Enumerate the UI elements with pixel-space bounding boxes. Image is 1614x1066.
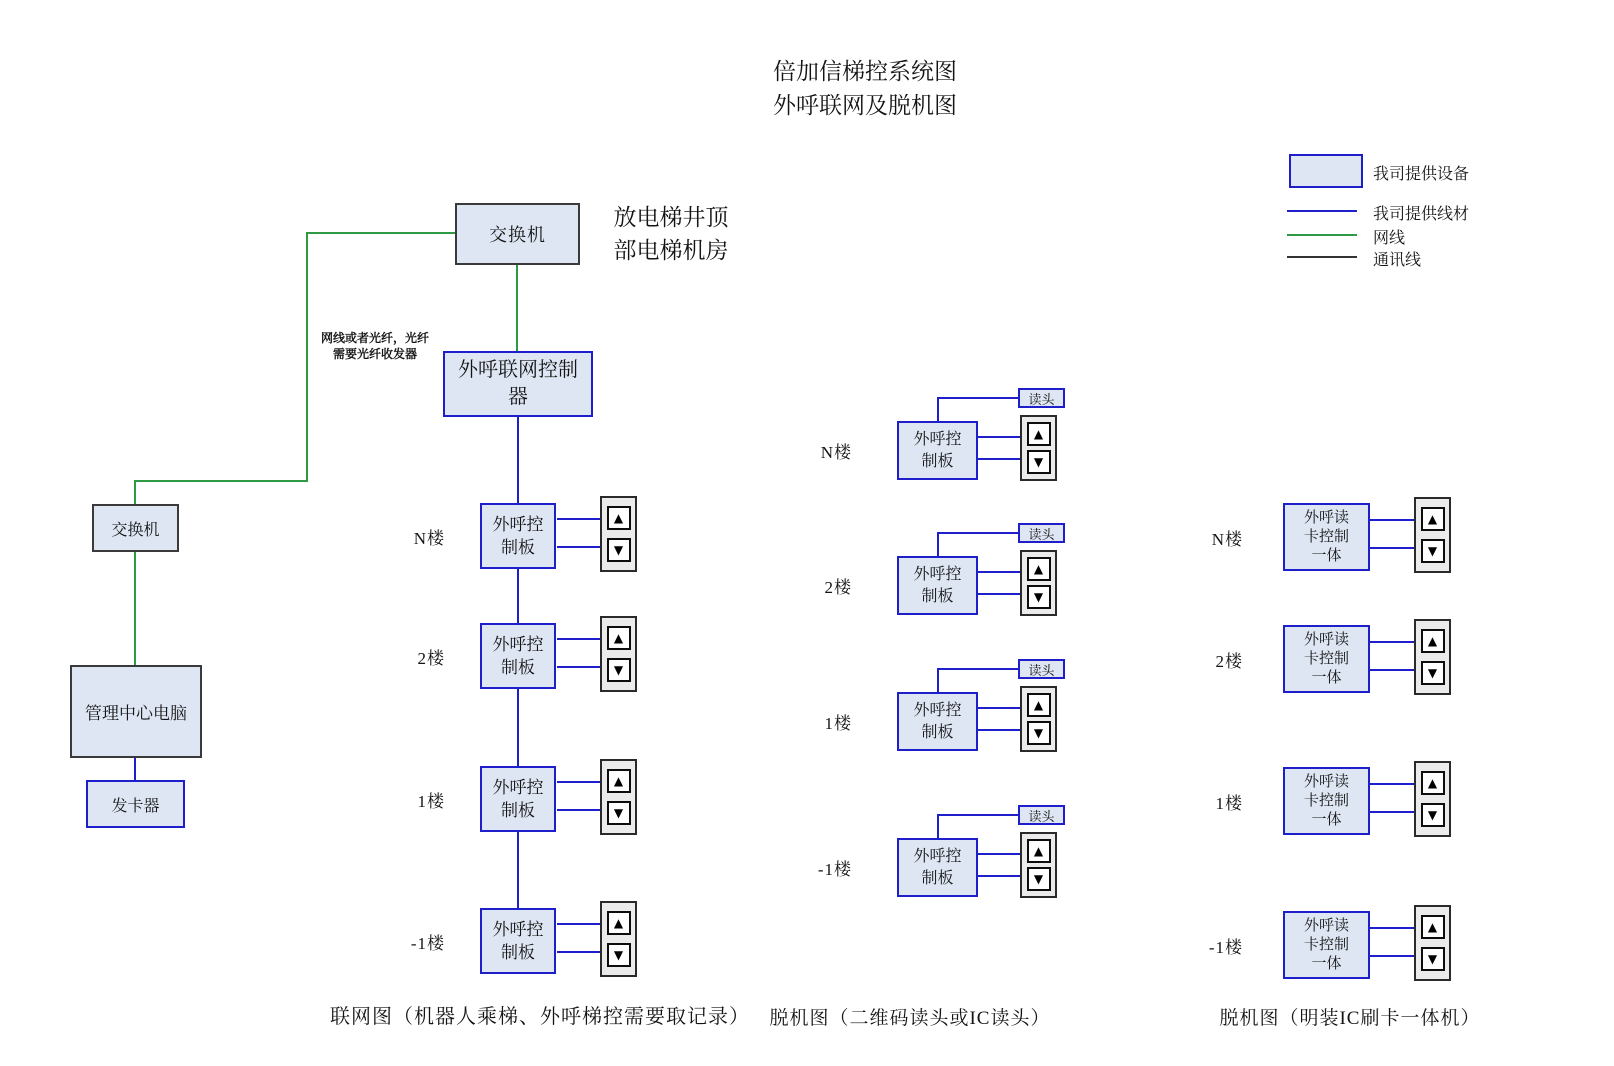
up-arrow-icon: ▲ (613, 511, 624, 525)
up-button (607, 911, 631, 935)
board-label-line1: 外呼读 (1303, 917, 1349, 934)
board-label-line2: 卡控制 (1303, 650, 1349, 667)
call-control-board-box (897, 421, 978, 480)
down-button (1421, 661, 1445, 685)
down-button (607, 943, 631, 967)
reader-box (1018, 523, 1065, 543)
call-control-board-box (897, 838, 978, 897)
board-label-line3: 一体 (1311, 669, 1342, 686)
up-arrow-icon: ▲ (1033, 697, 1044, 712)
reader-box (1018, 388, 1065, 408)
left-switch-label: 交换机 (111, 521, 160, 539)
card-issuer-label: 发卡器 (111, 797, 160, 815)
down-button (1027, 867, 1051, 891)
down-arrow-icon: ▼ (1427, 952, 1438, 966)
up-arrow-icon: ▲ (1427, 512, 1438, 526)
allinone-board-box (1283, 625, 1370, 693)
legend-comm-label: 通讯线 (1373, 252, 1422, 269)
fiber-note-line1: 网线或者光纤，光纤 (320, 331, 429, 345)
elevator-button-panel (1020, 832, 1057, 898)
section-caption-offline-reader: 脱机图（二维码读头或IC读头） (769, 1008, 1051, 1029)
elevator-button-panel (600, 901, 637, 977)
board-label-line2: 制板 (501, 943, 535, 962)
down-arrow-icon: ▼ (1033, 455, 1044, 470)
up-button (1027, 839, 1051, 863)
up-arrow-icon: ▲ (1033, 426, 1044, 441)
elevator-button-panel (1414, 497, 1451, 573)
up-button (1421, 507, 1445, 531)
reader-label: 读头 (1028, 526, 1055, 542)
board-label-line3: 一体 (1311, 955, 1342, 972)
board-label-line1: 外呼读 (1303, 509, 1349, 526)
management-pc-label: 管理中心电脑 (85, 704, 187, 723)
reader-box (1018, 805, 1065, 825)
up-arrow-icon: ▲ (1427, 920, 1438, 934)
up-button (1421, 915, 1445, 939)
legend-device-swatch (1289, 154, 1363, 188)
board-label-line2: 制板 (921, 869, 954, 887)
elevator-button-panel (600, 496, 637, 572)
page-title (705, 55, 1025, 123)
floor-label: 1楼 (1215, 793, 1243, 813)
call-control-board-box (480, 908, 556, 974)
call-control-board-box (480, 503, 556, 569)
board-label-line2: 卡控制 (1303, 936, 1349, 953)
controller-label-line1: 外呼联网控制 (458, 359, 578, 381)
down-arrow-icon: ▼ (1033, 872, 1044, 887)
down-button (1027, 585, 1051, 609)
board-label-line2: 卡控制 (1303, 528, 1349, 545)
down-arrow-icon: ▼ (613, 543, 624, 557)
board-label-line2: 制板 (501, 801, 535, 820)
management-pc-box (70, 665, 202, 758)
board-label-line2: 制板 (921, 723, 954, 741)
legend-wire-label: 我司提供线材 (1373, 206, 1470, 223)
up-button (1027, 557, 1051, 581)
up-arrow-icon: ▲ (613, 916, 624, 930)
reader-label: 读头 (1028, 391, 1055, 407)
down-arrow-icon: ▼ (613, 663, 624, 677)
up-button (607, 769, 631, 793)
elevator-button-panel (1020, 415, 1057, 481)
board-label-line1: 外呼控 (913, 847, 962, 865)
up-button (1421, 629, 1445, 653)
down-arrow-icon: ▼ (1033, 726, 1044, 741)
floor-label: N楼 (1211, 529, 1243, 549)
down-button (607, 801, 631, 825)
card-issuer-box (86, 780, 185, 828)
elevator-button-panel (1414, 619, 1451, 695)
up-arrow-icon: ▲ (1427, 634, 1438, 648)
down-button (1421, 539, 1445, 563)
down-arrow-icon: ▼ (1033, 590, 1044, 605)
call-control-board-box (897, 692, 978, 751)
board-label-line1: 外呼控 (492, 635, 544, 654)
machine-room-note (596, 201, 746, 267)
down-button (1027, 721, 1051, 745)
down-arrow-icon: ▼ (1427, 666, 1438, 680)
elevator-button-panel (1414, 905, 1451, 981)
top-switch-label: 交换机 (489, 225, 546, 245)
board-label-line1: 外呼控 (492, 920, 544, 939)
floor-label: 1楼 (417, 791, 445, 811)
board-label-line2: 制板 (501, 538, 535, 557)
down-arrow-icon: ▼ (613, 806, 624, 820)
floor-label: 2楼 (824, 578, 852, 597)
call-control-board-box (480, 766, 556, 832)
down-arrow-icon: ▼ (1427, 808, 1438, 822)
reader-box (1018, 659, 1065, 679)
board-label-line1: 外呼控 (913, 701, 962, 719)
down-button (607, 658, 631, 682)
down-button (1027, 450, 1051, 474)
fiber-note-line2: 需要光纤收发器 (332, 347, 417, 361)
board-label-line1: 外呼控 (492, 778, 544, 797)
machine-room-note-line2: 部电梯机房 (613, 238, 729, 263)
allinone-board-box (1283, 503, 1370, 571)
board-label-line1: 外呼控 (492, 515, 544, 534)
elevator-button-panel (1020, 550, 1057, 616)
up-button (1027, 693, 1051, 717)
page-title-line2: 外呼联网及脱机图 (773, 93, 957, 118)
board-label-line2: 制板 (501, 658, 535, 677)
elevator-button-panel (1414, 761, 1451, 837)
board-label-line2: 卡控制 (1303, 792, 1349, 809)
board-label-line2: 制板 (921, 452, 954, 470)
section-caption-network: 联网图（机器人乘梯、外呼梯控需要取记录） (330, 1006, 750, 1028)
down-button (1421, 947, 1445, 971)
floor-label: -1楼 (410, 933, 445, 953)
down-button (607, 538, 631, 562)
call-control-board-box (897, 556, 978, 615)
board-label-line2: 制板 (921, 587, 954, 605)
up-arrow-icon: ▲ (613, 774, 624, 788)
machine-room-note-line1: 放电梯井顶 (613, 205, 729, 230)
allinone-board-box (1283, 911, 1370, 979)
call-network-controller-box (443, 351, 593, 417)
floor-label: 1楼 (824, 714, 852, 733)
reader-label: 读头 (1028, 808, 1055, 824)
reader-label: 读头 (1028, 662, 1055, 678)
board-label-line3: 一体 (1311, 811, 1342, 828)
down-arrow-icon: ▼ (1427, 544, 1438, 558)
floor-label: N楼 (820, 443, 852, 462)
company-wire-lines (135, 211, 1414, 956)
board-label-line1: 外呼读 (1303, 773, 1349, 790)
legend-device-label: 我司提供设备 (1373, 166, 1470, 183)
floor-label: -1楼 (817, 860, 852, 879)
left-switch-box (92, 504, 179, 552)
floor-label: 2楼 (417, 648, 445, 668)
legend-network-label: 网线 (1373, 230, 1406, 247)
up-arrow-icon: ▲ (1427, 776, 1438, 790)
section-caption-offline-allinone: 脱机图（明装IC刷卡一体机） (1219, 1008, 1481, 1029)
board-label-line1: 外呼控 (913, 565, 962, 583)
controller-label-line2: 器 (508, 386, 528, 408)
board-label-line1: 外呼读 (1303, 631, 1349, 648)
fiber-note (305, 330, 445, 362)
down-arrow-icon: ▼ (613, 948, 624, 962)
up-button (1421, 771, 1445, 795)
call-control-board-box (480, 623, 556, 689)
board-label-line1: 外呼控 (913, 430, 962, 448)
up-button (607, 506, 631, 530)
up-arrow-icon: ▲ (613, 631, 624, 645)
up-arrow-icon: ▲ (1033, 561, 1044, 576)
elevator-button-panel (1020, 686, 1057, 752)
page-title-line1: 倍加信梯控系统图 (773, 59, 957, 84)
elevator-button-panel (600, 616, 637, 692)
board-label-line3: 一体 (1311, 547, 1342, 564)
down-button (1421, 803, 1445, 827)
floor-label: -1楼 (1208, 937, 1243, 957)
up-button (607, 626, 631, 650)
floor-label: 2楼 (1215, 651, 1243, 671)
up-button (1027, 422, 1051, 446)
up-arrow-icon: ▲ (1033, 843, 1044, 858)
floor-label: N楼 (413, 528, 445, 548)
top-switch-box (455, 203, 580, 265)
network-cable-lines (135, 233, 1357, 665)
allinone-board-box (1283, 767, 1370, 835)
elevator-button-panel (600, 759, 637, 835)
